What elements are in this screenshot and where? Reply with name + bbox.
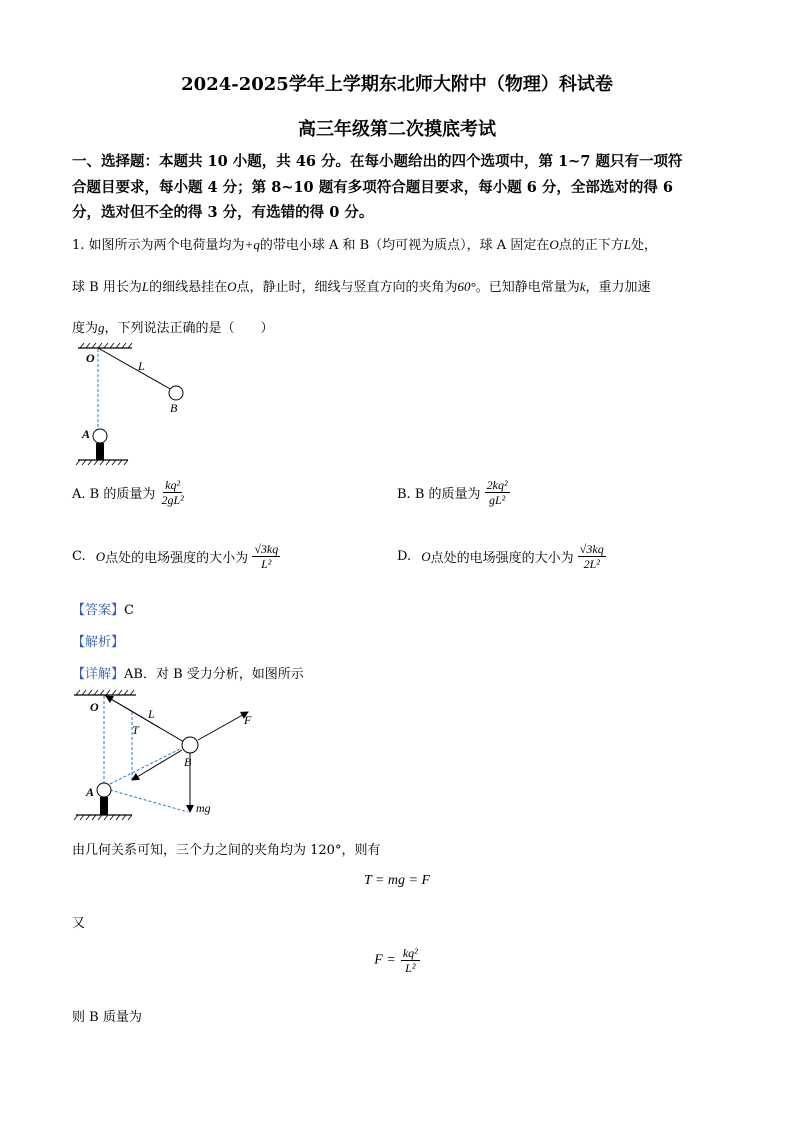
solution-line3: 则 B 质量为 (72, 1010, 142, 1025)
section-instructions-line1: 一、选择题：本题共 10 小题，共 46 分。在每小题给出的四个选项中，第 1~7 题只有一项符 (72, 153, 683, 170)
answer-tag: 【答案】 (72, 603, 125, 618)
analysis-tag: 【解析】 (72, 635, 125, 650)
section-instructions-line3: 分，选对但不全的得 3 分，有选错的得 0 分。 (72, 204, 374, 221)
option-d: D. O点处的电场强度的大小为 $\frac{√3kq}{\text{2L²}}$ (397, 542, 604, 571)
solution-again: 又 (72, 916, 86, 931)
detail-line: 【详解】AB．对 B 受力分析，如图所示 (72, 667, 304, 682)
fig1-label-b: B (170, 401, 178, 415)
o-symbol: O (549, 237, 559, 252)
question-stem-line2: 球 B 用长为L的细线悬挂在O点，静止时，细线与竖直方向的夹角为60°。已知静电常量为k，重力加速 (72, 279, 651, 295)
detail-tag: 【详解】 (72, 667, 125, 682)
fig2-label-b: B (184, 755, 192, 769)
option-a: A. B 的质量为 $\frac{\text{kq²}}{\text{2gL²}}$ (72, 478, 184, 507)
question-stem-line1: 1. 如图所示为两个电荷量均为+q的带电小球 A 和 B（均可视为质点），球 A 固定在O点的正下方L处， (72, 237, 657, 253)
fig2-label-o: O (90, 700, 99, 714)
force-diagram (70, 684, 270, 829)
page-subtitle: 高三年级第二次摸底考试 (298, 119, 496, 140)
g-symbol: g (98, 320, 105, 335)
fig2-label-a: A (86, 785, 95, 799)
option-b: B. B 的质量为 $\frac{\text{2kq²}}{\text{gL²}}$ (397, 478, 508, 507)
l-symbol: L (623, 237, 631, 252)
fig1-label-o: O (86, 351, 95, 365)
fig2-label-mg: mg (196, 801, 211, 815)
k-symbol: k (579, 279, 586, 294)
angle-value: 60° (457, 279, 476, 294)
question-stem-line3: 度为g，下列说法正确的是（ ） (72, 320, 274, 336)
page-title: 2024-2025学年上学期东北师大附中（物理）科试卷 (181, 74, 613, 95)
equation-1: T = mg = F (363, 873, 431, 888)
fig2-label-l: L (148, 707, 155, 721)
fig1-label-l: L (138, 359, 145, 373)
section-instructions-line2: 合题目要求，每小题 4 分；第 8~10 题有多项符合题目要求，每小题 6 分，全部选对的得 6 (72, 179, 674, 196)
equation-2: F = $\frac{\text{kq²}}{\text{L²}}$ (374, 946, 418, 975)
fig2-label-f: F (244, 713, 252, 727)
answer-value: C (124, 603, 134, 618)
option-c: C. O点处的电场强度的大小为 $\frac{√3kq}{\text{L²}}$ (72, 542, 279, 571)
fig1-label-a: A (82, 427, 91, 441)
q-symbol: +q (244, 237, 260, 252)
solution-line1: 由几何关系可知，三个力之间的夹角均为 120°，则有 (72, 843, 381, 858)
fig2-label-t: T (132, 723, 139, 737)
question-figure (70, 340, 200, 470)
answer-line (72, 599, 134, 618)
